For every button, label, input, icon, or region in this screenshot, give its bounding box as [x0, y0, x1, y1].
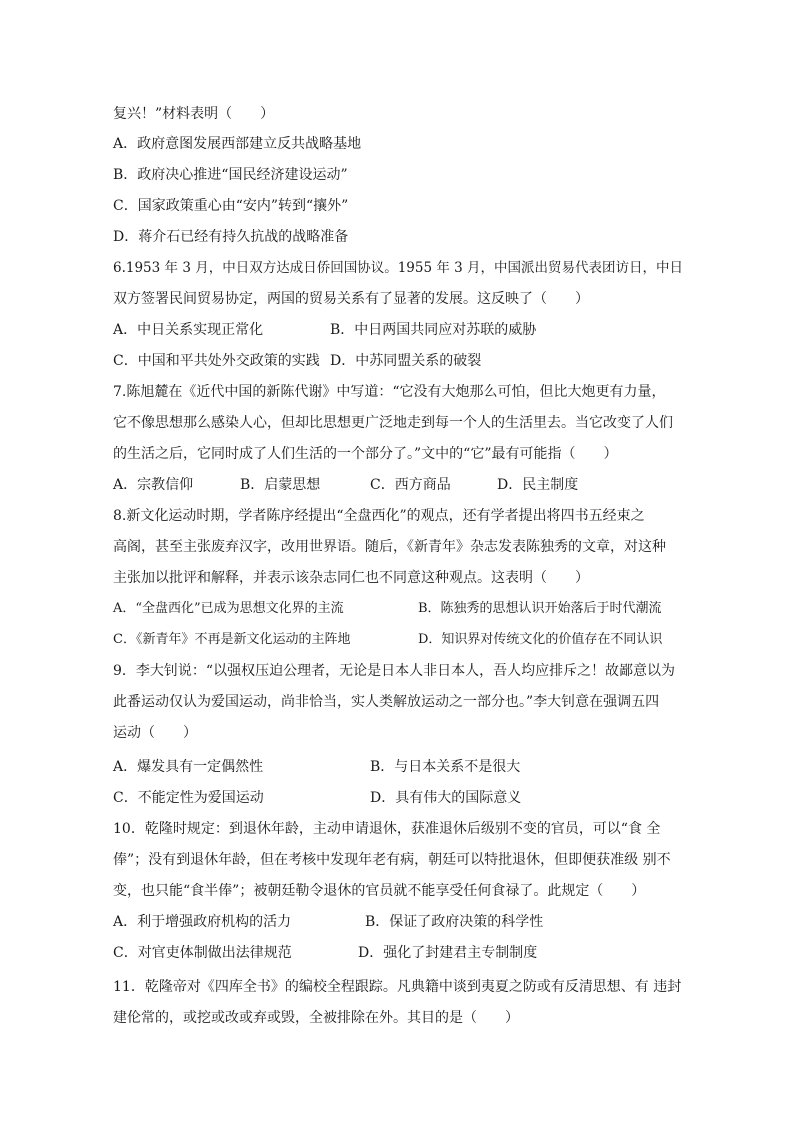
q6-option-a: A．中日关系实现正常化	[113, 322, 264, 338]
q7-stem-line-3: 的生活之后，它同时成了人们生活的一个部分了。”文中的“它”最有可能指（ ）	[113, 446, 618, 462]
q9-option-a: A．爆发具有一定偶然性	[113, 759, 264, 775]
q8-stem-line-3: 主张加以批评和解释，并表示该杂志同仁也不同意这种观点。这表明（ ）	[113, 570, 589, 586]
q11-stem-line-1: 11．乾隆帝对《四库全书》的编校全程跟踪。凡典籍中谈到夷夏之防或有反清思想、有 违封	[113, 979, 682, 995]
q9-stem-line-2: 此番运动仅认为爱国运动，尚非恰当，实人类解放运动之一部分也。”李大钊意在强调五四	[113, 694, 660, 710]
q8-option-c: C．《新青年》不再是新文化运动的主阵地	[113, 632, 351, 647]
q6-option-c: C．中国和平共处外交政策的实践	[113, 353, 320, 369]
q9-option-c: C．不能定性为爱国运动	[113, 790, 264, 806]
q5-option-b: B．政府决心推进“国民经济建设运动”	[113, 167, 348, 183]
q8-option-b: B．陈独秀的思想认识开始落后于时代潮流	[418, 601, 662, 616]
q6-stem-line-1: 6.1953 年 3 月，中日双方达成日侨回国协议。1955 年 3 月，中国派出贸易代表团访日，中日	[113, 260, 684, 276]
q6-option-b: B．中日两国共同应对苏联的威胁	[330, 322, 537, 338]
q8-option-a: A．“全盘西化”已成为思想文化界的主流	[113, 601, 344, 616]
q10-option-d: D．强化了封建君主专制制度	[358, 945, 538, 961]
q10-stem-line-1: 10．乾隆时规定：到退休年龄，主动申请退休，获准退休后级别不变的官员，可以“食 全	[113, 821, 661, 837]
q10-stem-line-2: 俸”；没有到退休年龄，但在考核中发现年老有病，朝廷可以特批退休，但即便获准级 别不	[113, 852, 671, 868]
q10-stem-line-3: 变，也只能“食半俸”；被朝廷勒令退休的官员就不能享受任何食禄了。此规定（ ）	[113, 883, 646, 899]
q5-option-c: C．国家政策重心由“安内”转到“攘外”	[113, 198, 349, 214]
q5-option-d: D．蒋介石已经有持久抗战的战略准备	[113, 229, 349, 245]
q7-option-d: D．民主制度	[497, 477, 579, 493]
q9-stem-line-1: 9．李大钊说：“以强权压迫公理者，无论是日本人非日本人，吾人均应排斥之！故鄙意以为	[113, 663, 676, 679]
q7-stem-line-2: 它不像思想那么感染人心，但却比思想更广泛地走到每一个人的生活里去。当它改变了人们	[113, 415, 673, 431]
q7-option-b: B．启蒙思想	[240, 477, 321, 493]
q7-option-c: C．西方商品	[370, 477, 451, 493]
q9-option-b: B．与日本关系不是很大	[370, 759, 521, 775]
q8-stem-line-1: 8.新文化运动时期，学者陈序经提出“全盘西化”的观点，还有学者提出将四书五经束之	[113, 508, 645, 524]
q8-stem-line-2: 高阁，甚至主张废弃汉字，改用世界语。随后，《新青年》杂志发表陈独秀的文章，对这种	[113, 539, 666, 555]
q10-option-a: A．利于增强政府机构的活力	[113, 914, 292, 930]
q7-option-a: A．宗教信仰	[113, 477, 194, 493]
q9-option-d: D．具有伟大的国际意义	[370, 790, 522, 806]
q8-option-d: D．知识界对传统文化的价值存在不同认识	[418, 632, 663, 647]
q6-option-d: D．中苏同盟关系的破裂	[330, 353, 482, 369]
q6-stem-line-2: 双方签署民间贸易协定，两国的贸易关系有了显著的发展。这反映了（ ）	[113, 291, 589, 307]
q5-option-a: A．政府意图发展西部建立反共战略基地	[113, 136, 362, 152]
q9-stem-line-3: 运动（ ）	[113, 725, 197, 741]
q5-stem-end: 复兴！”材料表明（ ）	[113, 106, 275, 122]
q10-option-c: C．对官吏体制做出法律规范	[113, 945, 292, 961]
q10-option-b: B．保证了政府决策的科学性	[365, 914, 544, 930]
q11-stem-line-2: 建伦常的，或挖或改或弃或毁，全被排除在外。其目的是（ ）	[113, 1010, 519, 1026]
q7-stem-line-1: 7.陈旭麓在《近代中国的新陈代谢》中写道：“它没有大炮那么可怕，但比大炮更有力量，	[113, 384, 666, 400]
